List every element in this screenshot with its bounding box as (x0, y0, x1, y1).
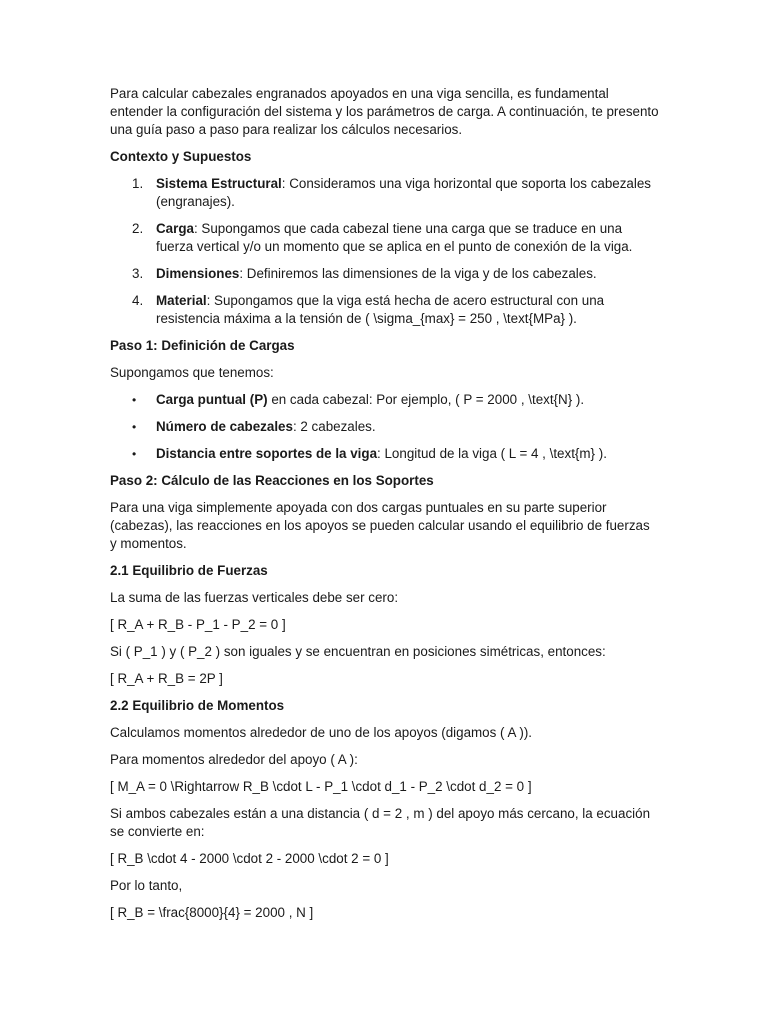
moments-heading: 2.2 Equilibrio de Momentos (110, 698, 285, 713)
context-heading: Contexto y Supuestos (110, 149, 252, 164)
list-number: 2. (132, 221, 144, 236)
moments-text: Si ambos cabezales están a una distancia ( d = 2 , m ) del apoyo más cercano, la ecuación se convierte en: (110, 806, 651, 839)
bullet-icon: • (132, 420, 137, 434)
forces-text: Si ( P_1 ) y ( P_2 ) son iguales y se encuentran en posiciones simétricas, entonces: (110, 644, 606, 659)
list-term: Dimensiones (156, 266, 240, 281)
equation: [ M_A = 0 \Rightarrow R_B \cdot L - P_1 \cdot d_1 - P_2 \cdot d_2 = 0 ] (110, 779, 532, 794)
bullet-icon: • (132, 393, 137, 407)
list-term: Carga (156, 221, 194, 236)
document-page (110, 85, 660, 931)
moments-text: Para momentos alrededor del apoyo ( A ): (110, 752, 358, 767)
list-term: Sistema Estructural (156, 176, 282, 191)
list-text: : Definiremos las dimensiones de la viga y de los cabezales. (239, 266, 597, 281)
list-number: 1. (132, 176, 144, 191)
step1-lead: Supongamos que tenemos: (110, 365, 274, 380)
list-item (110, 418, 660, 436)
list-text: : 2 cabezales. (292, 419, 376, 434)
list-item (110, 175, 660, 211)
equation: [ R_B = \frac{8000}{4} = 2000 , N ] (110, 905, 314, 920)
list-term: Distancia entre soportes de la viga (156, 446, 378, 461)
list-number: 4. (132, 293, 144, 308)
moments-text: Por lo tanto, (110, 878, 183, 893)
forces-text: La suma de las fuerzas verticales debe ser cero: (110, 590, 399, 605)
bullet-icon: • (132, 447, 137, 461)
list-term: Número de cabezales (156, 419, 293, 434)
list-text: : Supongamos que cada cabezal tiene una carga que se traduce en una fuerza vertical y/o un momento que se aplica en el punto de conexión de la viga. (156, 221, 633, 254)
list-number: 3. (132, 266, 144, 281)
context-list (110, 175, 660, 328)
list-term: Carga puntual (P) (156, 392, 268, 407)
forces-heading: 2.1 Equilibrio de Fuerzas (110, 563, 268, 578)
equation: [ R_A + R_B - P_1 - P_2 = 0 ] (110, 617, 286, 632)
list-text: en cada cabezal: Por ejemplo, ( P = 2000 , \text{N} ). (267, 392, 585, 407)
list-term: Material (156, 293, 207, 308)
intro-paragraph: Para calcular cabezales engranados apoyados en una viga sencilla, es fundamental entender la configuración del sistema y los parámetros de carga. A continuación, te presento una guía paso a paso para realizar los cálculos necesarios. (110, 86, 659, 137)
list-text: : Consideramos una viga horizontal que soporta los cabezales (engranajes). (156, 176, 651, 209)
step1-heading: Paso 1: Definición de Cargas (110, 338, 295, 353)
list-item (110, 445, 660, 463)
list-item (110, 265, 660, 283)
equation: [ R_B \cdot 4 - 2000 \cdot 2 - 2000 \cdot 2 = 0 ] (110, 851, 389, 866)
list-item (110, 220, 660, 256)
list-text: : Longitud de la viga ( L = 4 , \text{m} ). (377, 446, 607, 461)
step2-heading: Paso 2: Cálculo de las Reacciones en los Soportes (110, 473, 434, 488)
list-item (110, 292, 660, 328)
step2-intro: Para una viga simplemente apoyada con dos cargas puntuales en su parte superior (cabezas), las reacciones en los apoyos se pueden calcular usando el equilibrio de fuerzas y momentos. (110, 500, 650, 551)
list-item (110, 391, 660, 409)
step1-list (110, 391, 660, 463)
equation: [ R_A + R_B = 2P ] (110, 671, 223, 686)
moments-text: Calculamos momentos alrededor de uno de los apoyos (digamos ( A )). (110, 725, 533, 740)
list-text: : Supongamos que la viga está hecha de acero estructural con una resistencia máxima a la tensión de ( \sigma_{max} = 250 , \text{MPa} ). (156, 293, 605, 326)
